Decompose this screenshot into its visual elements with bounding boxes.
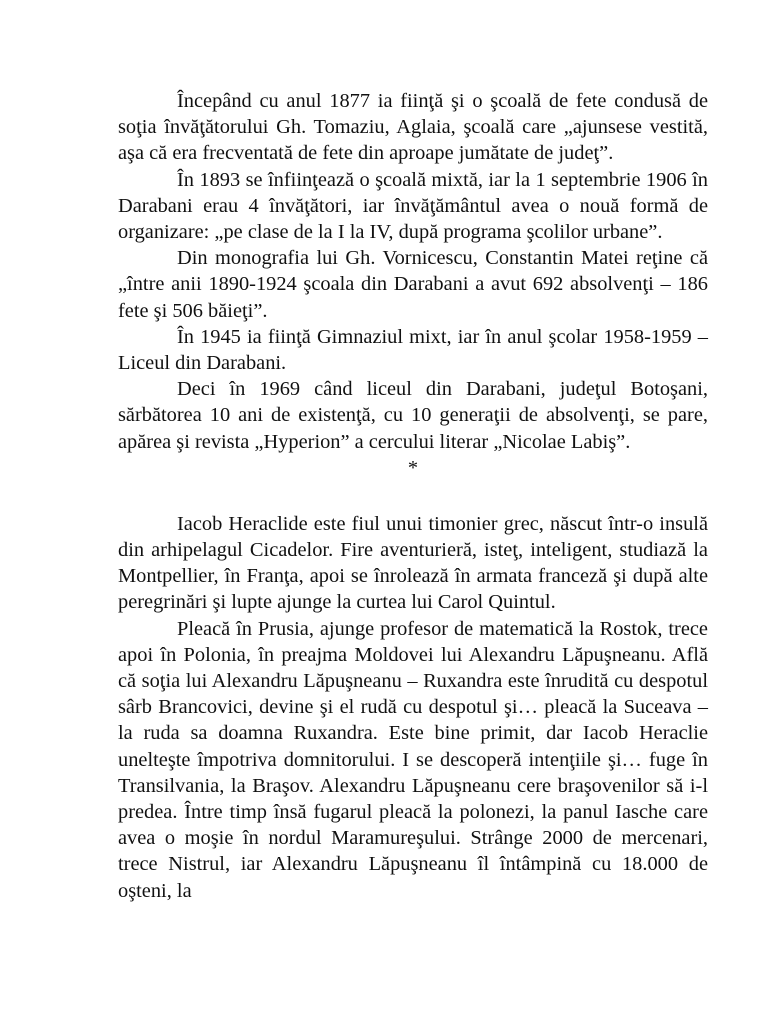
section-heraclide	[118, 511, 708, 904]
spacer	[118, 481, 708, 511]
paragraph: Deci în 1969 când liceul din Darabani, judeţul Botoşani, sărbătorea 10 ani de existenţă, cu 10 generaţii de absolvenţi, se pare, apărea şi revista „Hyperion” a cercului literar „Nicolae Labiş”.	[118, 378, 708, 453]
section-school-history	[118, 88, 708, 455]
paragraph: Iacob Heraclide este fiul unui timonier grec, născut într-o insulă din arhipelagul Cicadelor. Fire aventurieră, isteţ, inteligent, studiază la Montpellier, în Franţa, apoi se înrolează în armata franceză şi după alte peregrinări şi lupte ajunge la curtea lui Carol Quintul.	[118, 512, 708, 614]
paragraph: Începând cu anul 1877 ia fiinţă şi o şcoală de fete condusă de soţia învăţătorului Gh. Tomaziu, Aglaia, şcoală care „ajunsese vestită, aşa că era frecventată de fete din aproape jumătate de judeţ”.	[118, 90, 708, 165]
paragraph: În 1893 se înfiinţează o şcoală mixtă, iar la 1 septembrie 1906 în Darabani erau 4 învăţători, iar învăţământul avea o nouă formă de organizare: „pe clase de la I la IV, după programa şcolilor urbane”.	[118, 168, 708, 244]
paragraph: Din monografia lui Gh. Vornicescu, Constantin Matei reţine că „între anii 1890-1924 şcoala din Darabani a avut 692 absolvenţi – 186 fete şi 506 băieţi”.	[118, 247, 708, 322]
section-separator: *	[407, 456, 419, 479]
paragraph: În 1945 ia fiinţă Gimnaziul mixt, iar în anul şcolar 1958-1959 – Liceul din Darabani.	[118, 325, 708, 375]
document-page	[118, 88, 708, 904]
paragraph: Pleacă în Prusia, ajunge profesor de matematică la Rostok, trece apoi în Polonia, în preajma Moldovei lui Alexandru Lăpuşneanu. Află că soţia lui Alexandru Lăpuşneanu – Ruxandra este înrudită cu despotul sârb Brancovici, devine şi el rudă cu despotul şi… pleacă la Suceava – la ruda sa doamna Ruxandra. Este bine primit, dar Iacob Heraclie unelteşte împotriva domnitorului. I se descoperă intenţiile şi… fuge în Transilvania, la Braşov. Alexandru Lăpuşneanu cere braşovenilor să i-l predea. Între timp însă fugarul pleacă la polonezi, la panul Iasche care avea o moşie în nordul Maramureşului. Strânge 2000 de mercenari, trece Nistrul, iar Alexandru Lăpuşneanu îl întâmpină cu 18.000 de oşteni, la	[118, 617, 708, 902]
